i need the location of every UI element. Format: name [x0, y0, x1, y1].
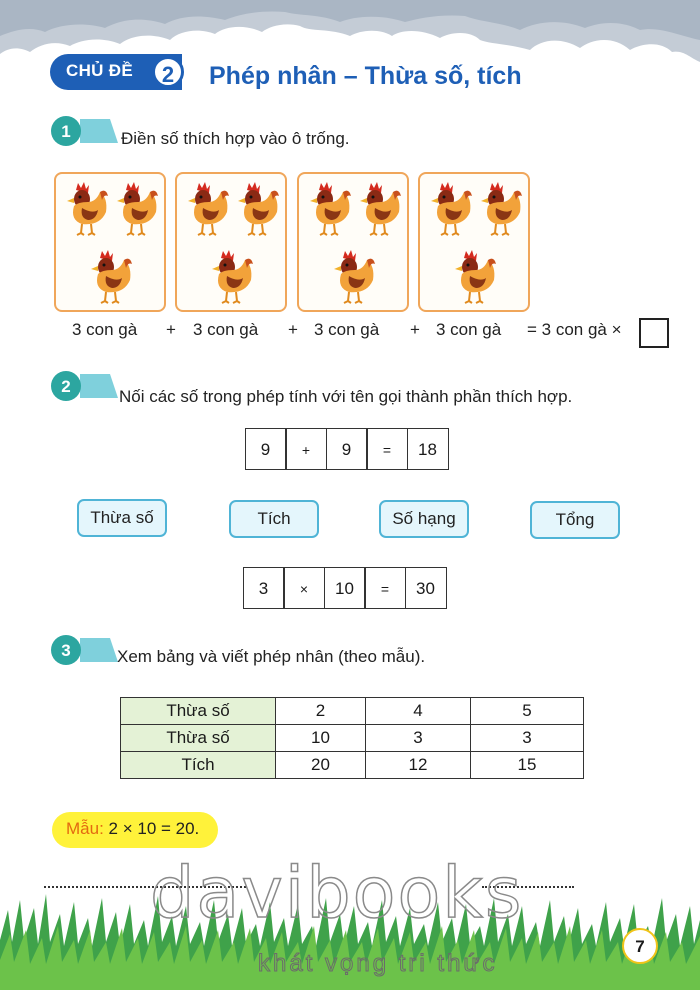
- equation-bottom: [244, 567, 447, 609]
- hen-icon: [183, 180, 231, 236]
- hen-icon: [450, 248, 498, 304]
- answer-input-box[interactable]: [639, 318, 669, 348]
- term-1: 3 con gà: [72, 320, 138, 339]
- hen-icon: [426, 180, 474, 236]
- exercise-1-badge: [50, 115, 118, 147]
- result-expression: = 3 con gà ×: [527, 320, 622, 339]
- sample-expression: 2 × 10 = 20.: [108, 819, 200, 838]
- term-2: 3 con gà: [193, 320, 259, 339]
- table-cell: 15: [471, 752, 584, 779]
- term-3: 3 con gà: [314, 320, 380, 339]
- hen-icon: [305, 180, 353, 236]
- eq-cell[interactable]: 10: [324, 567, 366, 609]
- exercise-2-badge: [50, 370, 118, 402]
- table-cell: 4: [366, 698, 471, 725]
- table-cell: 20: [276, 752, 366, 779]
- sample-text: [66, 819, 199, 839]
- eq-cell[interactable]: 30: [405, 567, 447, 609]
- hen-icon: [476, 180, 524, 236]
- row-label: Thừa số: [121, 725, 276, 752]
- row-label: Tích: [121, 752, 276, 779]
- exercise-3-number: 3: [61, 641, 71, 660]
- hen-icon: [207, 248, 255, 304]
- exercise-1-number: 1: [61, 122, 71, 141]
- row-label: Thừa số: [121, 698, 276, 725]
- hen-icon: [355, 180, 403, 236]
- topic-number: 2: [152, 56, 184, 88]
- eq-cell[interactable]: 3: [243, 567, 285, 609]
- term-4: 3 con gà: [436, 320, 502, 339]
- hen-icon: [112, 180, 160, 236]
- plus-sign: +: [410, 320, 420, 339]
- exercise-2-number: 2: [61, 377, 71, 396]
- exercise-2-instruction: Nối các số trong phép tính với tên gọi thành phần thích hợp.: [119, 387, 573, 406]
- page-title: Phép nhân – Thừa số, tích: [209, 62, 522, 90]
- name-box-tong[interactable]: Tổng: [530, 501, 620, 539]
- eq-cell[interactable]: 18: [407, 428, 449, 470]
- table-row: [121, 698, 584, 725]
- exercise-1-instruction: Điền số thích hợp vào ô trống.: [121, 129, 350, 148]
- name-box-tich[interactable]: Tích: [229, 500, 319, 538]
- equation-top: [246, 428, 449, 470]
- eq-cell: +: [285, 428, 327, 470]
- name-box-thua-so[interactable]: Thừa số: [77, 499, 167, 537]
- table-cell: 12: [366, 752, 471, 779]
- table-cell: 10: [276, 725, 366, 752]
- exercise-3-badge: [50, 634, 118, 666]
- topic-label: CHỦ ĐỀ: [66, 61, 133, 80]
- table-cell: 5: [471, 698, 584, 725]
- multiplication-table: [120, 697, 584, 779]
- table-cell: 3: [471, 725, 584, 752]
- table-row: [121, 725, 584, 752]
- eq-cell: =: [366, 428, 408, 470]
- hen-icon: [86, 248, 134, 304]
- watermark: davibooks: [150, 852, 524, 934]
- table-cell: 2: [276, 698, 366, 725]
- hen-icon: [329, 248, 377, 304]
- sample-label: Mẫu:: [66, 819, 104, 838]
- name-box-so-hang[interactable]: Số hạng: [379, 500, 469, 538]
- watermark-tagline: khát vọng tri thức: [258, 950, 498, 977]
- plus-sign: +: [166, 320, 176, 339]
- eq-cell: =: [364, 567, 406, 609]
- table-row: [121, 752, 584, 779]
- exercise-3-instruction: Xem bảng và viết phép nhân (theo mẫu).: [117, 647, 426, 666]
- eq-cell[interactable]: 9: [245, 428, 287, 470]
- hen-icon: [233, 180, 281, 236]
- plus-sign: +: [288, 320, 298, 339]
- page-number: 7: [622, 928, 658, 964]
- hen-icon: [62, 180, 110, 236]
- eq-cell[interactable]: 9: [326, 428, 368, 470]
- table-cell: 3: [366, 725, 471, 752]
- eq-cell: ×: [283, 567, 325, 609]
